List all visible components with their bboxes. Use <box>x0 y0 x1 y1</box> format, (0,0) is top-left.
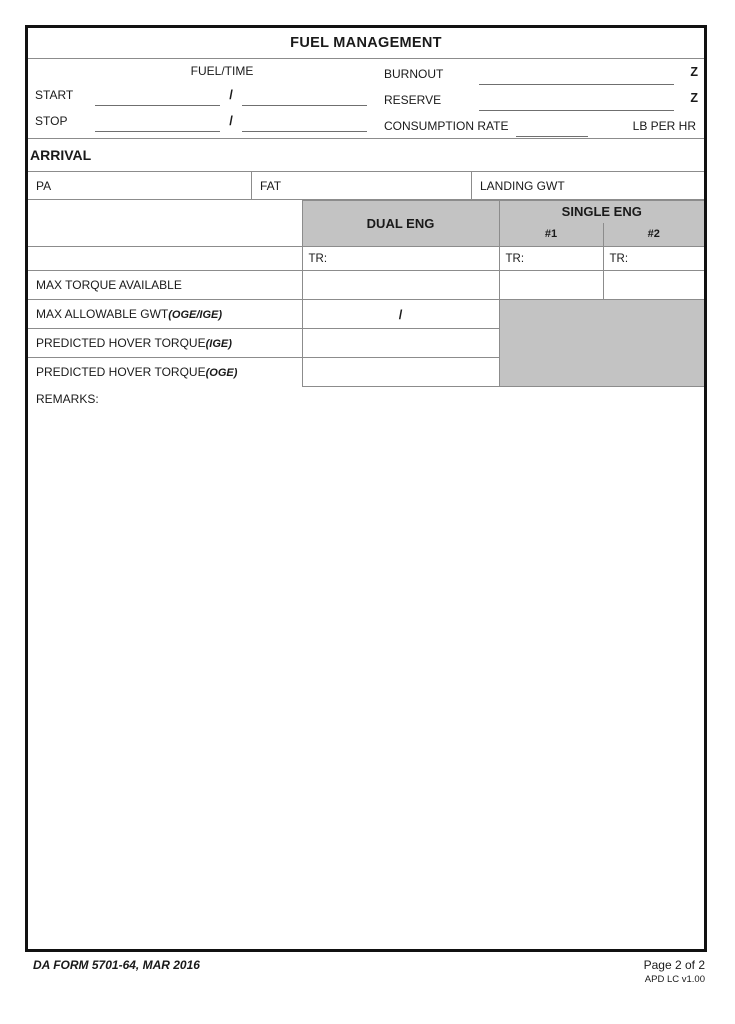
tr-eng2-input[interactable] <box>603 247 704 271</box>
engine-performance-table <box>28 200 704 387</box>
start-time-input[interactable] <box>242 86 367 106</box>
form-footer <box>25 958 707 998</box>
eng-1-header <box>499 223 603 247</box>
tr-dual-label: TR: <box>308 252 328 265</box>
max-allowable-gwt-paren: (OGE/IGE) <box>168 309 223 321</box>
burnout-input[interactable] <box>479 65 674 85</box>
tr-eng1-input[interactable] <box>499 247 603 271</box>
max-torque-available-text: MAX TORQUE AVAILABLE <box>36 278 182 292</box>
burnout-label: BURNOUT <box>384 67 444 81</box>
predicted-hover-torque-oge-paren: (OGE) <box>205 367 238 380</box>
page-title: FUEL MANAGEMENT <box>290 35 442 51</box>
eng-1-label: #1 <box>544 228 558 241</box>
start-fuel-input[interactable] <box>95 86 220 106</box>
consumption-rate-input[interactable] <box>516 117 588 137</box>
predicted-hover-torque-oge-dual-input[interactable] <box>302 358 499 387</box>
reserve-zulu-suffix: Z <box>690 91 698 105</box>
max-allowable-gwt-dual-input[interactable] <box>302 300 499 329</box>
reserve-input[interactable] <box>479 91 674 111</box>
predicted-hover-torque-ige-text: PREDICTED HOVER TORQUE <box>36 336 206 350</box>
fuel-start-row <box>35 86 370 112</box>
eng-2-label: #2 <box>647 228 660 241</box>
remarks-section[interactable] <box>28 387 704 406</box>
stop-fuel-input[interactable] <box>95 112 220 132</box>
fuel-time-group <box>28 59 376 138</box>
max-torque-available-label <box>28 271 302 300</box>
page-number: Page 2 of 2 <box>643 958 705 972</box>
reserve-label: RESERVE <box>384 93 442 107</box>
table-row <box>28 271 704 300</box>
fat-label: FAT <box>260 178 282 193</box>
tr-row-blank-label <box>28 247 302 271</box>
single-eng-blocked-area <box>499 300 704 387</box>
burnout-row <box>384 65 698 85</box>
apd-version: APD LC v1.00 <box>644 974 705 985</box>
stop-label: STOP <box>35 114 68 128</box>
consumption-rate-label: CONSUMPTION RATE <box>384 119 509 133</box>
arrival-label: ARRIVAL <box>30 147 92 163</box>
eng-2-header <box>603 223 704 247</box>
predicted-hover-torque-ige-label <box>28 329 302 358</box>
predicted-hover-torque-oge-label <box>28 358 302 387</box>
landing-gwt-label: LANDING GWT <box>480 178 565 193</box>
reserve-row <box>384 91 698 111</box>
dual-eng-header <box>302 201 499 247</box>
max-allowable-gwt-text: MAX ALLOWABLE GWT <box>36 307 169 321</box>
arrival-conditions-row <box>28 172 704 200</box>
tr-dual-eng-input[interactable] <box>302 247 499 271</box>
form-container <box>25 25 707 952</box>
stop-slash: / <box>229 113 233 128</box>
engine-header-blank-corner <box>28 201 302 247</box>
start-label: START <box>35 88 74 102</box>
dual-eng-header-label: DUAL ENG <box>366 216 435 231</box>
landing-gwt-field[interactable] <box>472 172 704 199</box>
form-identifier: DA FORM 5701-64, MAR 2016 <box>33 958 200 972</box>
max-allowable-gwt-slash: / <box>398 306 403 322</box>
tr-row <box>28 247 704 271</box>
max-torque-available-eng1-input[interactable] <box>499 271 603 300</box>
stop-time-input[interactable] <box>242 112 367 132</box>
start-slash: / <box>229 87 233 102</box>
arrival-section-header <box>28 139 704 172</box>
pa-field[interactable] <box>28 172 252 199</box>
footer-page-group <box>644 958 705 985</box>
fuel-stop-row <box>35 112 370 138</box>
single-eng-header <box>499 201 704 223</box>
single-eng-header-label: SINGLE ENG <box>561 204 642 220</box>
predicted-hover-torque-ige-paren: (IGE) <box>205 338 232 350</box>
tr-eng1-label: TR: <box>505 252 525 265</box>
consumption-rate-units: LB PER HR <box>632 119 696 133</box>
max-torque-available-eng2-input[interactable] <box>603 271 704 300</box>
fuel-management-section <box>28 59 704 139</box>
engine-header-row-top <box>28 201 704 223</box>
pa-label: PA <box>36 178 52 193</box>
fuel-figures-group <box>376 59 704 138</box>
predicted-hover-torque-oge-text: PREDICTED HOVER TORQUE <box>36 365 206 380</box>
fuel-time-label: FUEL/TIME <box>190 64 254 78</box>
table-row <box>28 300 704 329</box>
max-allowable-gwt-label <box>28 300 302 329</box>
predicted-hover-torque-ige-dual-input[interactable] <box>302 329 499 358</box>
remarks-label: REMARKS: <box>36 392 99 406</box>
form-title-row <box>28 28 704 59</box>
burnout-zulu-suffix: Z <box>690 65 698 79</box>
consumption-rate-row <box>384 117 698 137</box>
max-torque-available-dual-input[interactable] <box>302 271 499 300</box>
tr-eng2-label: TR: <box>609 252 629 265</box>
fat-field[interactable] <box>252 172 472 199</box>
